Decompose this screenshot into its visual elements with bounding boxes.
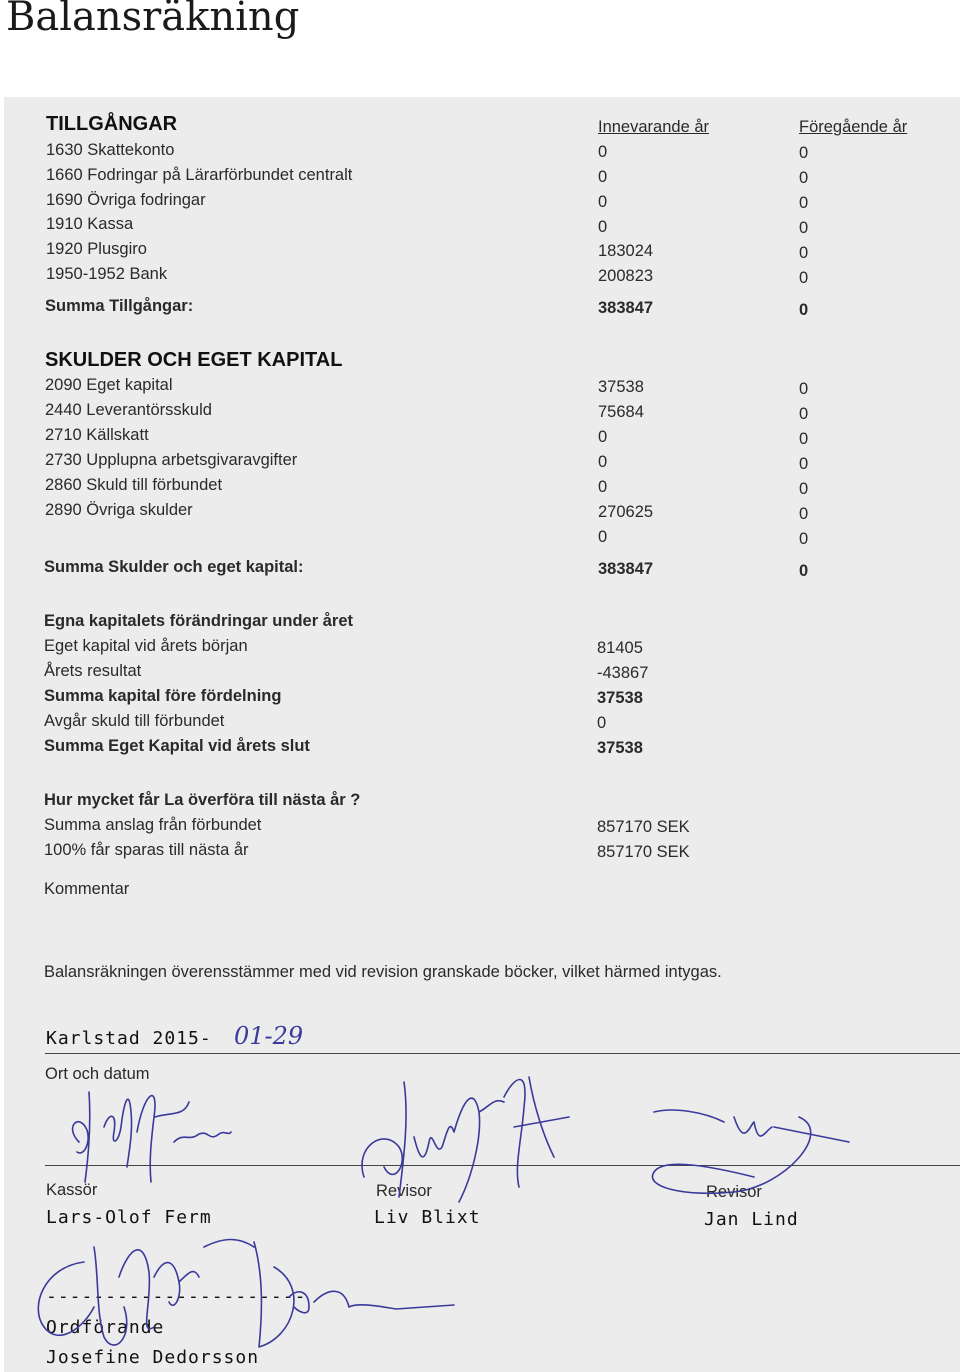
asset-row-label: 1910 Kassa — [46, 215, 134, 233]
asset-row-previous: 0 — [799, 194, 809, 212]
liability-row-previous: 0 — [799, 430, 809, 448]
comment-label: Kommentar — [44, 880, 130, 898]
liability-row-previous: 0 — [799, 480, 809, 498]
asset-row-label: 1920 Plusgiro — [46, 240, 147, 258]
liability-row-label: 2890 Övriga skulder — [45, 501, 193, 519]
liability-row-previous: 0 — [799, 505, 809, 523]
asset-row-current: 0 — [598, 143, 608, 161]
liability-row-current: 0 — [598, 428, 608, 446]
signatory-role: Kassör — [46, 1181, 98, 1199]
assets-total-current: 383847 — [598, 299, 654, 317]
liability-row-previous: 0 — [799, 405, 809, 423]
equity-row-label: Summa Eget Kapital vid årets slut — [44, 737, 310, 755]
page-title: Balansräkning — [6, 0, 300, 40]
asset-row-current: 0 — [598, 193, 608, 211]
asset-row-label: 1690 Övriga fodringar — [46, 191, 206, 209]
chair-dashes: ---------------------- — [46, 1286, 307, 1307]
liability-row-label: 2090 Eget kapital — [45, 376, 173, 394]
liability-row-label: 2860 Skuld till förbundet — [45, 476, 223, 494]
transfer-heading: Hur mycket får La överföra till nästa år ? — [44, 791, 361, 809]
liabilities-total-current: 383847 — [598, 560, 654, 578]
asset-row-current: 183024 — [598, 242, 654, 260]
asset-row-label: 1660 Fodringar på Lärarförbundet centralt — [46, 166, 353, 184]
equity-row-value: -43867 — [597, 664, 649, 682]
current-year-header: Innevarande år — [598, 118, 709, 136]
chair-role: Ordförande — [46, 1317, 165, 1338]
liabilities-total-previous: 0 — [799, 562, 809, 580]
liability-row-previous: 0 — [799, 380, 809, 398]
liability-row-previous: 0 — [799, 455, 809, 473]
equity-row-value: 0 — [597, 714, 607, 732]
equity-row-label: Eget kapital vid årets början — [44, 637, 248, 655]
liability-row-label: 2730 Upplupna arbetsgivaravgifter — [45, 451, 298, 469]
equity-row-label: Summa kapital före fördelning — [44, 687, 282, 705]
place-date-caption: Ort och datum — [45, 1065, 150, 1083]
transfer-row-value: 857170 SEK — [597, 843, 690, 861]
liability-row-label: 2440 Leverantörsskuld — [45, 401, 212, 419]
asset-row-current: 0 — [598, 218, 608, 236]
asset-row-previous: 0 — [799, 244, 809, 262]
liability-row-current: 37538 — [598, 378, 644, 396]
asset-row-previous: 0 — [799, 269, 809, 287]
asset-row-label: 1630 Skattekonto — [46, 141, 175, 159]
signatory-role: Revisor — [376, 1182, 432, 1200]
signatory-name: Lars-Olof Ferm — [46, 1207, 212, 1228]
signatory-role: Revisor — [706, 1183, 762, 1201]
asset-row-current: 0 — [598, 168, 608, 186]
asset-row-label: 1950-1952 Bank — [46, 265, 168, 283]
assets-total-label: Summa Tillgångar: — [45, 297, 194, 315]
liability-row-current: 0 — [598, 478, 608, 496]
equity-row-label: Årets resultat — [44, 662, 142, 680]
equity-row-value: 37538 — [597, 739, 643, 757]
certification-text: Balansräkningen överensstämmer med vid revision granskade böcker, vilket härmed intygas. — [44, 963, 722, 981]
assets-total-previous: 0 — [799, 301, 809, 319]
liability-row-previous: 0 — [799, 530, 809, 548]
assets-heading: TILLGÅNGAR — [46, 113, 178, 135]
revisor-2-signature — [624, 1087, 864, 1207]
scanned-document — [4, 97, 960, 1372]
liability-row-label: 2710 Källskatt — [45, 426, 149, 444]
signatory-name: Liv Blixt — [374, 1207, 481, 1228]
liability-row-current: 0 — [598, 453, 608, 471]
equity-row-value: 81405 — [597, 639, 643, 657]
place-date-typed: Karlstad 2015- — [46, 1028, 212, 1049]
liability-row-current: 75684 — [598, 403, 644, 421]
asset-row-previous: 0 — [799, 144, 809, 162]
kassor-signature — [59, 1072, 259, 1192]
liabilities-heading: SKULDER OCH EGET KAPITAL — [45, 349, 343, 371]
liability-row-current: 0 — [598, 528, 608, 546]
previous-year-header: Föregående år — [799, 118, 908, 136]
place-date-line — [45, 1053, 960, 1054]
transfer-row-value: 857170 SEK — [597, 818, 690, 836]
equity-changes-heading: Egna kapitalets förändringar under året — [44, 612, 353, 630]
revisor-1-signature — [354, 1057, 584, 1217]
transfer-row-label: Summa anslag från förbundet — [44, 816, 262, 834]
chair-name: Josefine Dedorsson — [46, 1347, 260, 1368]
equity-row-label: Avgår skuld till förbundet — [44, 712, 225, 730]
equity-row-value: 37538 — [597, 689, 643, 707]
asset-row-previous: 0 — [799, 169, 809, 187]
liability-row-current: 270625 — [598, 503, 654, 521]
asset-row-current: 200823 — [598, 267, 654, 285]
asset-row-previous: 0 — [799, 219, 809, 237]
liabilities-total-label: Summa Skulder och eget kapital: — [44, 558, 304, 576]
transfer-row-label: 100% får sparas till nästa år — [44, 841, 249, 859]
signatory-name: Jan Lind — [704, 1209, 799, 1230]
place-date-handwritten: 01-29 — [234, 1022, 304, 1050]
ordforande-signature — [24, 1217, 464, 1367]
